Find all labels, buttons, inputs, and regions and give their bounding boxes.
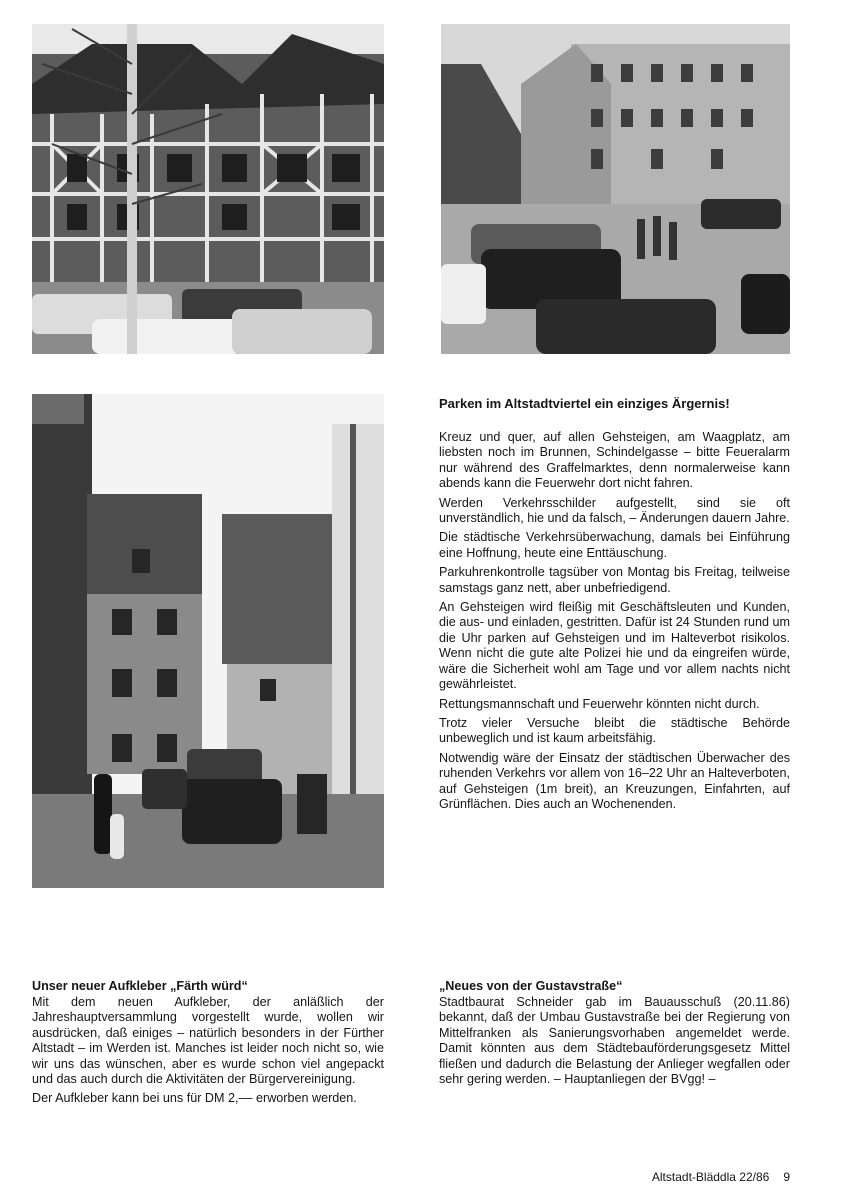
article-parking [439, 396, 790, 816]
article-parking-paragraph: Notwendig wäre der Einsatz der städtischen Überwacher des ruhenden Verkehrs vor allem von 16–22 Uhr an Halteverboten, auf Gehsteigen (1m breit), an Kreuzungen, Einfahrten, auf Grünflächen. Dies auch an Wochenenden. [439, 750, 790, 811]
article-sticker [32, 979, 384, 1111]
article-gustavstrasse-paragraph: Stadtbaurat Schneider gab im Bauausschuß (20.11.86) bekannt, daß der Umbau Gustavstraße bei der Regierung von Mittelfranken als Sanierungsvorhaben angemeldet werde. Damit könnten aus dem Städtebauförderungsgesetz Mittel fließen und dadurch die Belastung der Anlieger wegfallen oder sehr gering werden. – Hauptanliegen der BVgg! – [439, 995, 790, 1087]
page-number: 9 [783, 1170, 790, 1184]
photo-half-timbered-houses [32, 24, 384, 354]
article-gustavstrasse-title: „Neues von der Gustavstraße“ [439, 979, 623, 993]
article-parking-paragraph: Die städtische Verkehrsüberwachung, damals bei Einführung eine Hoffnung, heute eine Enttäuschung. [439, 530, 790, 560]
article-sticker-paragraph: Der Aufkleber kann bei uns für DM 2,–– erworben werden. [32, 1091, 357, 1106]
article-parking-paragraph: Rettungsmannschaft und Feuerwehr könnten nicht durch. [439, 696, 760, 711]
article-sticker-title [32, 979, 384, 994]
article-gustavstrasse [439, 979, 790, 1091]
photo-narrow-alley [32, 394, 384, 888]
article-parking-paragraph: Trotz vieler Versuche bleibt die städtische Behörde unbeweglich und ist kaum arbeitsfähig. [439, 715, 790, 746]
article-parking-paragraph: Werden Verkehrsschilder aufgestellt, sind sie oft unverständlich, hie und da falsch, – Änderungen dauern Jahre. [439, 495, 790, 526]
article-parking-paragraph: Kreuz und quer, auf allen Gehsteigen, am Waagplatz, am liebsten noch im Brunnen, Schindelgasse – bitte Feueralarm nur während des Graffelmarktes, denn normalerweise kann abends kann die Feuerwehr dort nicht fahren. [439, 430, 790, 491]
page-footer [600, 1170, 790, 1184]
article-sticker-title-bold: Aufkleber „Färth würd“ [108, 979, 248, 993]
article-parking-paragraph: Parkuhrenkontrolle tagsüber von Montag bis Freitag, teilweise samstags ganz nett, aber unbefriedigend. [439, 565, 790, 595]
article-sticker-paragraph: Mit dem neuen Aufkleber, der anläßlich der Jahreshauptversammlung vorgestellt wurde, wollen wir ausdrücken, daß einiges – natürlich besonders in der Fürther Altstadt – im Werden ist. Manches ist leider noch nicht so, wie wir uns das wünschen, aber es wurde schon viel angepackt und das auch durch die Aktivitäten der Bürgervereinigung. [32, 995, 384, 1087]
photo-square-parked-cars [441, 24, 790, 354]
article-parking-paragraph: An Gehsteigen wird fleißig mit Geschäftsleuten und Kunden, die aus- und einladen, gestritten. Dafür ist 24 Stunden rund um die Uhr parken auf Gehsteigen und im Halteverbot risikolos. Wenn nicht die gute alte Polizei hie und da eingreifen würde, wäre die Sicherheit wohl am Tage und vor allem nachts nicht gewährleistet. [439, 600, 790, 692]
article-parking-title: Parken im Altstadtviertel ein einziges Ärgernis! [439, 396, 730, 411]
article-sticker-title-prefix: Unser neuer [32, 979, 109, 993]
publication-name: Altstadt-Bläddla 22/86 [651, 1170, 770, 1184]
